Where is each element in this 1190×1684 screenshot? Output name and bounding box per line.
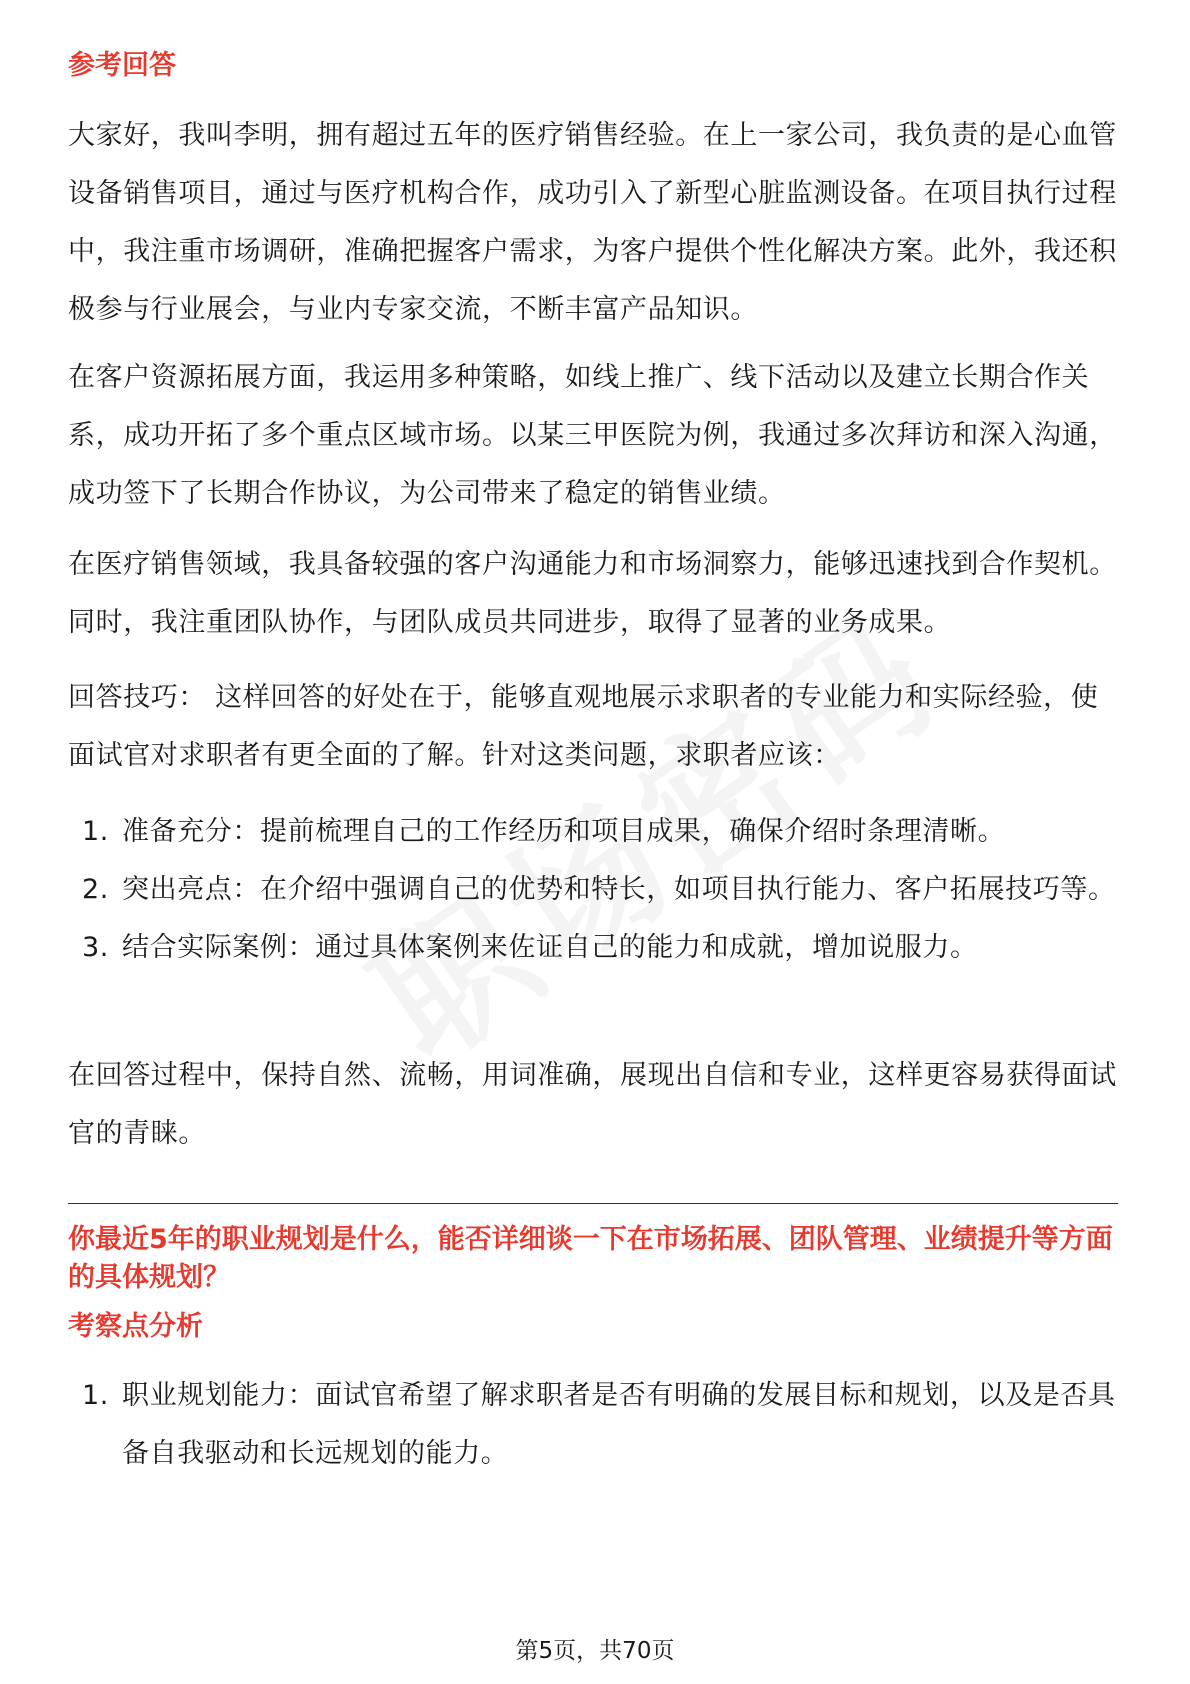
interview-question: 你最近5年的职业规划是什么，能否详细谈一下在市场拓展、团队管理、业绩提升等方面的具体规划？ bbox=[68, 1224, 1113, 1293]
list-number: 2. bbox=[82, 874, 109, 905]
list-item-text: 职业规划能力：面试官希望了解求职者是否有明确的发展目标和规划，以及是否具备自我驱动和长远规划的能力。 bbox=[122, 1380, 1116, 1469]
list-item bbox=[68, 861, 1122, 919]
section-divider bbox=[68, 1203, 1118, 1204]
list-number: 3. bbox=[82, 932, 109, 963]
list-item bbox=[68, 1367, 1122, 1483]
analysis-list bbox=[68, 1367, 1122, 1483]
list-number: 1. bbox=[82, 816, 109, 847]
closing-paragraph: 在回答过程中，保持自然、流畅，用词准确，展现出自信和专业，这样更容易获得面试官的青睐。 bbox=[68, 1060, 1117, 1149]
analysis-title: 考察点分析 bbox=[68, 1311, 203, 1342]
answer-paragraph: 在医疗销售领域，我具备较强的客户沟通能力和市场洞察力，能够迅速找到合作契机。同时，我注重团队协作，与团队成员共同进步，取得了显著的业务成果。 bbox=[68, 549, 1117, 638]
page-footer: 第5页，共70页 bbox=[515, 1638, 675, 1664]
reference-answer-title: 参考回答 bbox=[68, 50, 176, 81]
list-item bbox=[68, 919, 1122, 977]
list-item bbox=[68, 803, 1122, 861]
answer-tip-intro: 回答技巧： 这样回答的好处在于，能够直观地展示求职者的专业能力和实际经验，使面试官对求职者有更全面的了解。针对这类问题，求职者应该： bbox=[68, 682, 1099, 771]
list-item-text: 准备充分：提前梳理自己的工作经历和项目成果，确保介绍时条理清晰。 bbox=[122, 816, 1006, 847]
list-item-text: 结合实际案例：通过具体案例来佐证自己的能力和成就，增加说服力。 bbox=[122, 932, 978, 963]
tips-list bbox=[68, 803, 1122, 977]
list-item-text: 突出亮点：在介绍中强调自己的优势和特长，如项目执行能力、客户拓展技巧等。 bbox=[122, 874, 1116, 905]
answer-paragraph: 在客户资源拓展方面，我运用多种策略，如线上推广、线下活动以及建立长期合作关系，成功开拓了多个重点区域市场。以某三甲医院为例，我通过多次拜访和深入沟通，成功签下了长期合作协议，为公司带来了稳定的销售业绩。 bbox=[68, 362, 1117, 509]
answer-paragraph: 大家好，我叫李明，拥有超过五年的医疗销售经验。在上一家公司，我负责的是心血管设备销售项目，通过与医疗机构合作，成功引入了新型心脏监测设备。在项目执行过程中，我注重市场调研，准确把握客户需求，为客户提供个性化解决方案。此外，我还积极参与行业展会，与业内专家交流，不断丰富产品知识。 bbox=[68, 120, 1117, 325]
list-number: 1. bbox=[82, 1380, 109, 1411]
